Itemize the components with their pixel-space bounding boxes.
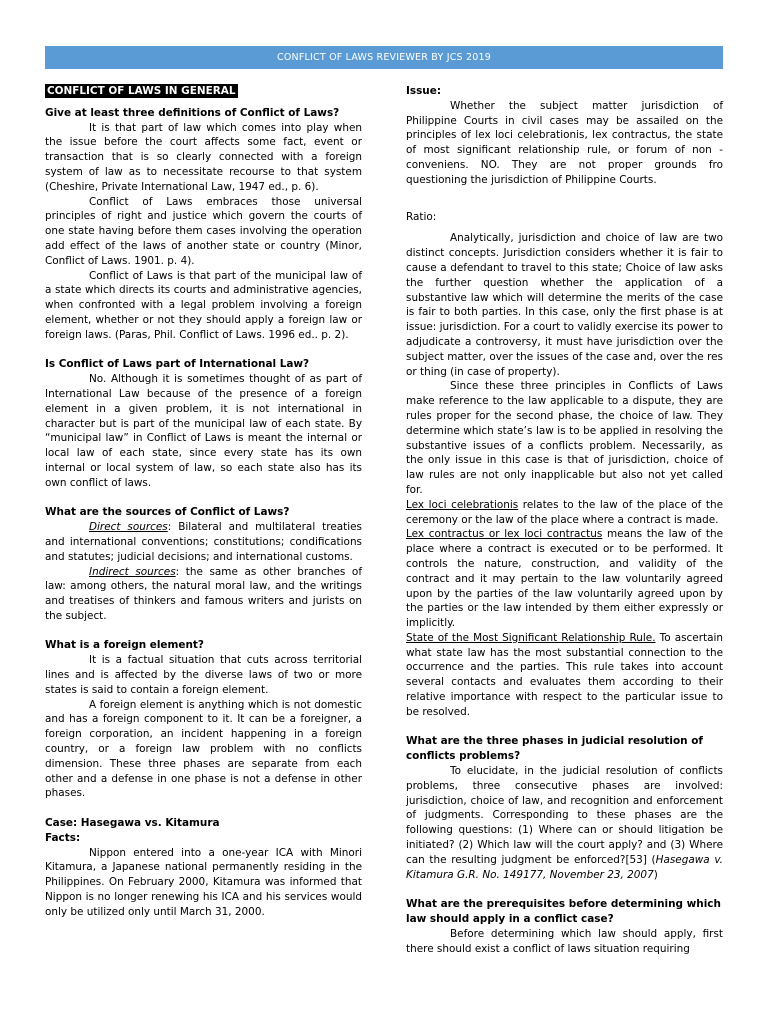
question-sources: What are the sources of Conflict of Laws? bbox=[45, 506, 290, 519]
paragraph: Since these three principles in Conflicts of Laws make reference to the law applicable to a dispute, they are rules proper for the second phase, the choice of law. They determine which state’s law is to be applied in resolving the substantive issues of a conflicts problem. Necessarily, as the only issue in this case is that of jurisdiction, choice of law rules are not only inapplicable but also not yet called for. bbox=[406, 380, 723, 496]
indirect-sources-text: : the same as other branches of law: among others, the natural moral law, and the writings and treatises of thinkers and famous writers and jurists on the subject. bbox=[45, 565, 362, 622]
paragraph: Conflict of Laws embraces those universal principles of right and justice which govern the courts of one state having before them cases involving the operation add effect of the laws of another state or country (Minor, Conflict of Laws. 1901. p. 4). bbox=[45, 195, 362, 267]
issue-label: Issue: bbox=[406, 85, 441, 97]
paragraph-three-phases bbox=[406, 764, 723, 882]
paragraph: Nippon entered into a one-year ICA with Minori Kitamura, a Japanese national permanently residing in the Philippines. On February 2000, Kitamura was informed that Nippon is no longer renewing his ICA and his services would only be utilized only until March 31, 2000. bbox=[45, 846, 362, 918]
state-rule-label: State of the Most Significant Relationship Rule. bbox=[406, 631, 656, 644]
header-bar bbox=[45, 46, 723, 69]
section-title: CONFLICT OF LAWS IN GENERAL bbox=[47, 85, 236, 97]
paragraph-direct-sources bbox=[45, 520, 362, 564]
question-prerequisites: What are the prerequisites before determining which law should apply in a conflict case? bbox=[406, 898, 721, 926]
paragraph: Whether the subject matter jurisdiction of Philippine Courts in civil cases may be assailed on the principles of lex loci celebrationis, lex contractus, the state of most significant relationship rule, or forum of non -conveniens. NO. They are not proper grounds fro questioning the jurisdiction of Philippine Courts. bbox=[406, 99, 723, 186]
facts-label: Facts: bbox=[45, 831, 81, 844]
paragraph: Analytically, jurisdiction and choice of law are two distinct concepts. Jurisdiction considers whether it is fair to cause a defendant to travel to this state; Choice of law asks the further question whether the application of a substantive law which will determine the merits of the case is fair to both parties. In this case, only the first phase is at issue: jurisdiction. For a court to validly exercise its power to adjudicate a controversy, it must have jurisdiction over the subject matter, over the issues of the case and, over the res or thing (in case of property). bbox=[406, 232, 723, 378]
paragraph: It is a factual situation that cuts across territorial lines and is affected by the diverse laws of two or more states is said to contain a foreign element. bbox=[45, 654, 362, 696]
right-column bbox=[406, 84, 723, 956]
case-title: Case: Hasegawa vs. Kitamura bbox=[45, 817, 220, 830]
indirect-sources-label: Indirect sources bbox=[89, 565, 176, 578]
paragraph: A foreign element is anything which is not domestic and has a foreign component to it. It can be a foreigner, a foreign corporation, an incident happening in a foreign country, or a foreign law problem with no conflicts dimension. These three phases are separate from each other and a defense in one phase is not a defense in other phases. bbox=[45, 698, 362, 800]
state-rule-text: To ascertain what state law has the most substantial connection to the occurrence and the parties. This rule takes into account several contacts and evaluates them according to their relative importance with respect to the particular issue to be resolved. bbox=[406, 631, 723, 718]
lex-contractus-text: means the law of the place where a contract is executed or to be performed. It controls the nature, construction, and validity of the contract and it may pertain to the law voluntarily agreed upon by the parties of the law voluntarily agreed upon by the parties or the law intended by them either expressly or implicitly. bbox=[406, 528, 724, 630]
question-international-law: Is Conflict of Laws part of International Law? bbox=[45, 358, 310, 371]
paragraph: It is that part of law which comes into play when the issue before the court affects some fact, event or transaction that is so clearly connected with a foreign system of law as to necessitate recourse to that system (Cheshire, Private International Law, 1947 ed., p. 6). bbox=[45, 121, 362, 193]
question-three-phases: What are the three phases in judicial resolution of conflicts problems? bbox=[406, 735, 703, 763]
paragraph: Before determining which law should apply, first there should exist a conflict of laws situation requiring bbox=[406, 927, 723, 955]
direct-sources-label: Direct sources bbox=[89, 521, 168, 534]
header-title: CONFLICT OF LAWS REVIEWER BY JCS 2019 bbox=[277, 52, 491, 63]
left-column bbox=[45, 84, 362, 920]
direct-sources-text: : Bilateral and multilateral treaties and international conventions; constitutions; condifications and statutes; judicial decisions; and international customs. bbox=[45, 521, 362, 563]
ratio-label: Ratio: bbox=[406, 210, 437, 223]
three-phases-text: To elucidate, in the judicial resolution of conflicts problems, three consecutive phases are involved: jurisdiction, choice of law, and recognition and enforcement of judgments. Corresponding to these phases are the following questions: (1) Where can or should litigation be initiated? (2) Which law will the court apply? and (3) Where can the resulting judgment be enforced?[53] ( bbox=[406, 765, 723, 866]
paragraph: Conflict of Laws is that part of the municipal law of a state which directs its courts and administrative agencies, when confronted with a legal problem involving a foreign element, whether or not they should apply a foreign law or foreign laws. (Paras, Phil. Conflict of Laws. 1996 ed.. p. 2). bbox=[45, 269, 362, 341]
question-foreign-element: What is a foreign element? bbox=[45, 639, 204, 652]
three-phases-close: ) bbox=[653, 868, 658, 881]
question-definitions: Give at least three definitions of Conflict of Laws? bbox=[45, 106, 340, 119]
three-phases-citation: Hasegawa v. Kitamura G.R. No. 149177, November 23, 2007 bbox=[406, 853, 723, 881]
paragraph-lex-contractus bbox=[406, 527, 723, 631]
paragraph: No. Although it is sometimes thought of as part of International Law because of the presence of a foreign element in a given problem, it is not international in character but is part of the municipal law of each state. By “municipal law” in Conflict of Laws is meant the internal or local law of each state, since every state has its own internal or local system of law, so each state also has its own conflict of laws. bbox=[45, 373, 362, 489]
paragraph-lex-loci bbox=[406, 498, 723, 528]
paragraph-indirect-sources bbox=[45, 565, 362, 624]
lex-loci-label: Lex loci celebrationis bbox=[406, 498, 519, 511]
paragraph-state-rule bbox=[406, 631, 723, 720]
lex-loci-text: relates to the law of the place of the ceremony or the law of the place where a contract is made. bbox=[406, 498, 723, 526]
lex-contractus-label: Lex contractus or lex loci contractus bbox=[406, 528, 603, 541]
